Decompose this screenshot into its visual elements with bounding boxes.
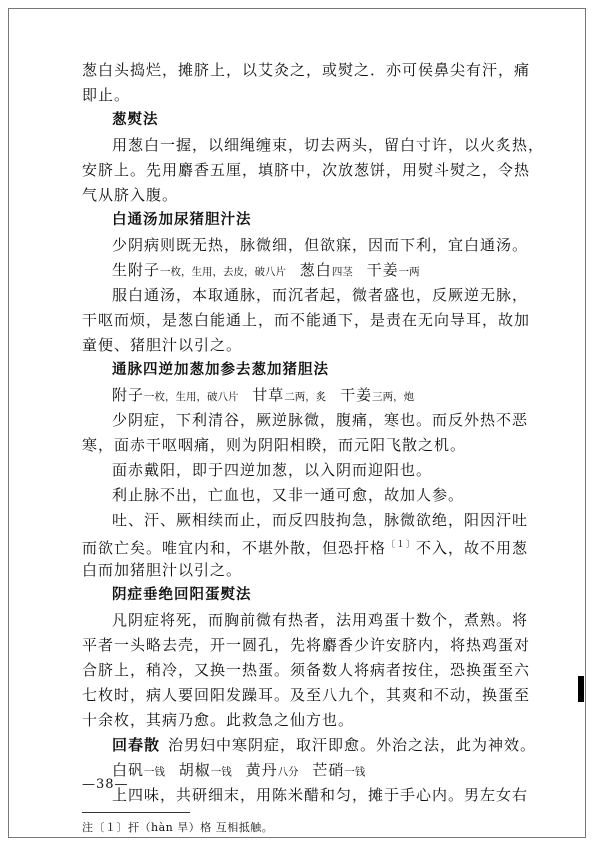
text-line: 寒，面赤干呕咽痛，则为阴阳相睽，而元阳飞散之机。 (82, 436, 467, 454)
text-segment: 不入，故不用葱 (416, 539, 529, 557)
text-line (82, 533, 534, 558)
herb-dose: 三两，炮 (372, 391, 415, 403)
herb-name: 芒硝 (312, 761, 345, 779)
text-line: 少阴病则既无热，脉微细，但欲寐，因而下利，宜白通汤。 (112, 236, 529, 254)
herb-name: 干姜 (340, 386, 373, 404)
text-line: 服白通汤，本取通脉，而沉者起，微者盛也，反厥逆无脉， (112, 286, 529, 304)
herb-dose: 一枚，生用，去皮，破八片 (160, 266, 287, 278)
margin-mark (578, 676, 584, 702)
text-line: 面赤戴阳，即于四逆加葱，以入阴而迎阳也。 (112, 461, 433, 479)
text-line: 上四味，共研细末，用陈米醋和匀，摊于手心内。男左女右 (112, 786, 529, 804)
section-heading: 阴症垂绝回阳蛋熨法 (112, 587, 252, 603)
herb-name: 黄丹 (245, 761, 278, 779)
herb-dose: 四茎 (331, 266, 353, 278)
text-line: 吐、汗、厥相续而止，而反四肢拘急，脉微欲绝，阳因汗吐 (112, 511, 529, 529)
herb-name: 干姜 (366, 261, 399, 279)
recipe-line (82, 383, 534, 408)
text-line: 七枚时，病人要回阳发躁耳。及至八九个，其爽和不动，换蛋至 (82, 686, 531, 704)
page-content (82, 58, 545, 839)
section-heading: 白通汤加尿猪胆汁法 (112, 212, 252, 228)
recipe-line (82, 758, 534, 783)
herb-name: 附子 (112, 386, 145, 404)
text-line: 十余枚，其病乃愈。此救急之仙方也。 (82, 711, 355, 729)
text-line: 安脐上。先用麝香五厘，填脐中，次放葱饼，用熨斗熨之，令热 (82, 161, 531, 179)
section-heading: 葱熨法 (112, 112, 159, 128)
text-line: 葱白头捣烂，摊脐上，以艾灸之，或熨之．亦可侯鼻尖有汗，痛 (82, 61, 531, 79)
text-line: 用葱白一握，以细绳缠束，切去两头，留白寸许，以火炙热， (112, 136, 545, 154)
text-line: 干呕而烦，是葱白能通上，而不能通下，是责在无向导耳，故加 (82, 311, 531, 329)
recipe-line (82, 258, 534, 283)
herb-dose: 二两，炙 (284, 391, 327, 403)
herb-dose: 一钱 (210, 766, 232, 778)
text-segment: 治男妇中寒阴症，取汗即愈。外治之法，此为神效。 (168, 736, 537, 754)
text-line: 平者一头略去壳，开一圆孔，先将麝香少许安脐内，将热鸡蛋对 (82, 636, 531, 654)
text-line (82, 733, 537, 758)
herb-dose: 一钱 (344, 766, 366, 778)
text-line: 凡阴症将死，而胸前微有热者，法用鸡蛋十数个，煮熟。将 (112, 611, 529, 629)
text-line: 合脐上，稍冷，又换一热蛋。须备数人将病者按住，恐换蛋至六 (82, 661, 531, 679)
herb-dose: 一钱 (144, 766, 166, 778)
herb-name: 葱白 (299, 261, 332, 279)
text-line: 白而加猪胆汁以引之。 (82, 561, 243, 579)
page-number: —38— (82, 777, 129, 792)
herb-name: 生附子 (112, 261, 161, 279)
section-heading: 回春散 (112, 736, 161, 754)
text-line: 少阴症，下利清谷，厥逆脉微，腹痛，寒也。而反外热不恶 (112, 411, 529, 429)
herb-dose: 八分 (277, 766, 299, 778)
footnote: 注〔１〕扞（hàn 旱）格 互相抵触。 (82, 821, 274, 834)
text-line: 气从脐入腹。 (82, 186, 179, 204)
herb-dose: 一两 (398, 266, 420, 278)
text-line: 即止。 (82, 86, 131, 104)
text-line: 童便、猪胆汁以引之。 (82, 336, 243, 354)
text-segment: 而欲亡矣。唯宜内和，不堪外散，但恐扞格 (82, 539, 387, 557)
footnote-divider (82, 812, 190, 813)
herb-name: 白矾 (112, 761, 145, 779)
herb-name: 胡椒 (178, 761, 211, 779)
text-line: 利止脉不出，亡血也，又非一通可愈，故加人参。 (112, 486, 465, 504)
footnote-ref: 〔１〕 (386, 540, 417, 550)
section-heading: 通脉四逆加葱加参去葱加猪胆法 (112, 362, 329, 378)
herb-name: 甘草 (252, 386, 285, 404)
herb-dose: 一枚，生用，破八片 (144, 391, 239, 403)
